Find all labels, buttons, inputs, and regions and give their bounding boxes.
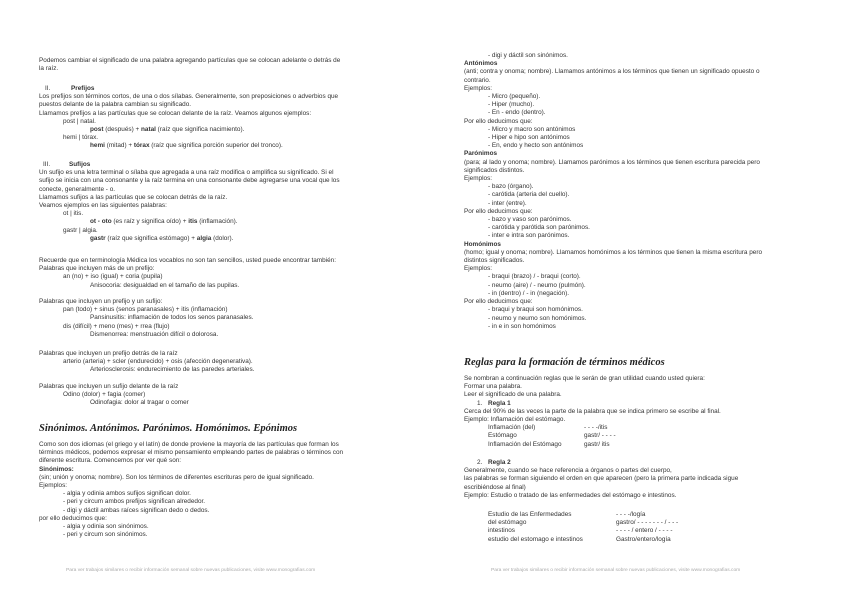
table-cell: Inflamación (del) — [488, 424, 536, 432]
table-cell: Gastro/entero/logía — [616, 535, 671, 543]
text-line: Ejemplo: Inflamación del estómago. — [464, 416, 566, 424]
intro-paragraph — [39, 57, 340, 73]
text-line: Anisocoria: desigualdad en el tamaño de las pupilas. — [90, 281, 240, 289]
text-line: Por ello deducimos que: — [464, 298, 533, 306]
prefijos-section — [39, 85, 338, 151]
text-line: (anti; contra y onoma; nombre). Llamamos antónimos a los términos que tienen un significado opuesto o — [464, 68, 760, 76]
reglas-section — [464, 375, 721, 449]
text-line: Los prefijos son términos cortos, de una o dos sílabas. Generalmente, son preposiciones o adverbios que — [39, 93, 339, 101]
example-explanation — [39, 126, 338, 134]
list-item: - En, endo y hecto son antónimos — [488, 142, 584, 150]
example-split: hemi | tórax. — [63, 134, 99, 142]
table-cell: - - - -/logía — [616, 511, 646, 518]
table-cell: - - - - / entero / - - - - — [616, 527, 673, 535]
text-line: (para; al lado y onoma; nombre). Llamamos parónimos a los términos que tienen escritura parecida pero — [464, 158, 760, 166]
term: hemi — [90, 142, 105, 150]
text-line: Leer el significado de una palabra. — [464, 391, 562, 399]
heading-text: Sinónimos. Antónimos. Parónimos. Homónimos. Epónimos — [39, 423, 298, 434]
rule-number: 2. — [477, 459, 483, 466]
sufijos-section — [39, 161, 340, 243]
term-gloss: (dolor). — [211, 234, 234, 242]
text-line: Ejemplos: — [464, 84, 493, 92]
text-line: Se nombran a continuación reglas que le serán de gran utilidad cuando usted quiera: — [464, 375, 705, 382]
table-row — [488, 527, 678, 535]
list-item: - algia y odinia son sinónimos. — [63, 523, 149, 531]
term-gloss: (después) + — [103, 126, 141, 134]
text-line: por ello deducimos que: — [39, 514, 107, 522]
text-line: Ejemplos: — [464, 175, 493, 183]
text-line: significados distintos. — [464, 166, 525, 174]
text-line: Veamos ejemplos en las siguientes palabras: — [39, 202, 167, 210]
text-line: Cerca del 90% de las veces la parte de la palabra que se indica primero se escribe al final. — [464, 407, 721, 415]
table-cell: gastr/ itis — [584, 440, 610, 448]
table-cell: intestinos — [488, 527, 515, 535]
text-line: Generalmente, cuando se hace referencia a órganos o partes del cuerpo, — [464, 467, 672, 475]
term-gloss: (es raíz y significa oído) + — [111, 218, 189, 226]
text-line: Como son dos idiomas (el griego y el latín) de donde proviene la mayoría de las partículas que forman los — [39, 441, 339, 448]
list-item: - braqui (brazo) / - braqui (corto). — [488, 273, 581, 281]
text-line: diferente escritura. Comencemos por ver qué son: — [39, 457, 182, 465]
term: itis — [188, 218, 198, 226]
page-footer-left: Para ver trabajos similares o recibir información semanal sobre nuevas publicaciones, visite www.monografias.com — [66, 568, 316, 573]
term-gloss: (mitad) + — [104, 142, 134, 150]
list-item: - bazo (órgano). — [488, 183, 534, 191]
text-line: Ejemplos: — [39, 482, 68, 490]
term-gloss: (inflamación). — [197, 218, 238, 226]
text-line: contrario. — [464, 76, 491, 84]
table-cell: del estómago — [488, 519, 527, 527]
text-line: las palabras se forman siguiendo el orden en que aparecen (pero la primera parte indicada sigue — [464, 475, 739, 483]
list-item: - neumo (aire) / - neumo (pulmón). — [488, 281, 586, 289]
table-row — [488, 511, 678, 519]
rule-heading — [464, 400, 721, 408]
example-explanation — [39, 142, 338, 150]
list-item: - carótida (arteria del cuello). — [488, 191, 570, 199]
list-item: - algia y odinia ambos sufijos significan dolor. — [63, 490, 191, 498]
list-item: - digi y dáctil son sinónimos. — [488, 52, 568, 59]
section-number: II. — [45, 85, 51, 92]
subsection-title: Antónimos — [464, 60, 498, 68]
text-line: Formar una palabra. — [464, 383, 522, 391]
text-line: Palabras que incluyen un sufijo delante de la raíz — [39, 383, 179, 390]
table-cell: Estómago — [488, 432, 517, 440]
rule-heading — [464, 459, 738, 467]
text-line: Odino (dolor) + fagia (comer) — [63, 391, 146, 399]
example-split: post | natal. — [63, 117, 96, 125]
table-cell: Inflamación del Estómago — [488, 440, 562, 448]
list-item: - carótida y parótida son parónimos. — [488, 224, 590, 232]
table-row — [464, 441, 721, 449]
table-cell: - - - -/itis — [584, 424, 608, 432]
table-cell: gastro/ - - - - - - - / - - - — [616, 519, 679, 527]
sufijo-delante-paragraph — [39, 383, 189, 408]
rule-title: Regla 1 — [488, 399, 511, 407]
list-item: - Micro y macro son antónimos — [488, 125, 576, 133]
page-footer-right: Para ver trabajos similares o recibir información semanal sobre nuevas publicaciones, visite www.monografias.com — [491, 568, 741, 573]
text-line: escribiéndose al final) — [464, 483, 526, 491]
rule-number: 1. — [477, 399, 483, 407]
recuerde-paragraph — [39, 257, 336, 290]
list-item: - neumo y neumo son homónimos. — [488, 314, 587, 322]
text-line: Por ello deducimos que: — [464, 117, 533, 125]
text-line: an (no) + iso (igual) + coria (pupila) — [63, 273, 163, 281]
example-explanation — [39, 218, 340, 226]
term: ot - oto — [90, 218, 112, 226]
list-item: - in (dentro) / - in (negación). — [488, 289, 569, 297]
section-heading — [39, 161, 340, 169]
list-item: - Hiper e hipo son antónimos — [488, 134, 570, 142]
prefijo-detras-paragraph — [39, 350, 254, 375]
subsection-title: Homónimos — [464, 240, 501, 248]
table-row — [464, 424, 721, 432]
sinonimos-paragraph — [39, 441, 343, 539]
subsection-title: Sinónimos: — [39, 465, 74, 473]
heading-text: Reglas para la formación de términos médicos — [464, 357, 665, 368]
example-split: ot | itis. — [63, 210, 84, 218]
example-split: gastr | algia. — [63, 226, 98, 234]
regla2-section — [464, 459, 738, 500]
text-line: Ejemplo: Estudio o tratado de las enfermedades del estómago e intestinos. — [464, 491, 677, 499]
table-row — [488, 536, 678, 544]
section-heading-sinonimos — [39, 423, 297, 435]
table-row — [488, 519, 678, 527]
section-heading — [39, 85, 338, 93]
term-gloss: (raíz que significa porción superior del tronco). — [149, 142, 283, 150]
list-item: - braqui y braqui son homónimos. — [488, 306, 583, 314]
example-explanation — [39, 235, 340, 243]
table-row — [464, 432, 721, 440]
term: gastr — [90, 234, 106, 242]
table-cell: Estudio de las Enfermedades — [488, 511, 572, 518]
subsection-title: Parónimos — [464, 150, 498, 158]
list-item: - Hiper (mucho). — [488, 101, 535, 109]
section-heading-reglas — [464, 357, 665, 369]
term: tórax — [133, 142, 150, 150]
text-line: arterio (arteria) + scler (endurecido) + osis (afección degenerativa). — [63, 358, 253, 366]
section-title: Prefijos — [71, 85, 95, 92]
antonimos-section — [464, 52, 762, 331]
list-item: - in e in son homónimos — [488, 322, 556, 330]
text-line: puestos delante de la palabra cambian su significado. — [39, 101, 192, 109]
list-item: - En - endo (dentro). — [488, 109, 546, 117]
text-line: (sin; unión y onoma; nombre). Son los términos de diferentes escrituras pero de igual significado. — [39, 473, 314, 481]
text-line: Dismenorrea: menstruación difícil o dolorosa. — [90, 330, 219, 338]
list-item: - Micro (pequeño). — [488, 93, 541, 101]
text-line: la raíz. — [39, 65, 59, 73]
text-line: Pansinusitis: inflamación de todos los senos paranasales. — [90, 314, 254, 322]
text-line: conecte, generalmente - o. — [39, 185, 116, 193]
table-cell: estudio del estomago e intestinos — [488, 535, 583, 543]
term-gloss: (raíz que significa nacimiento). — [155, 126, 245, 134]
text-line: Por ello deducimos que: — [464, 207, 533, 215]
text-line: pan (todo) + sinus (senos paranasales) + itis (inflamación) — [63, 306, 228, 314]
text-line: Palabras que incluyen más de un prefijo: — [39, 265, 155, 273]
text-line: Arteriosclerosis: endurecimiento de las paredes arteriales. — [90, 366, 255, 374]
text-line: sufijo se inicia con una consonante y la raíz termina en una consonante debe agregarse una vocal que los — [39, 177, 340, 185]
text-line: Palabras que incluyen un prefijo y un sufijo: — [39, 298, 163, 305]
section-title: Sufijos — [69, 161, 91, 168]
text-line: Llamamos prefijos a las partículas que se colocan delante de la raíz. Veamos algunos ejemplos: — [39, 109, 312, 117]
text-line: Palabras que incluyen un prefijo detrás de la raíz — [39, 350, 178, 357]
text-line: Recuerde que en terminología Médica los vocablos no son tan sencillos, usted puede encontrar también: — [39, 257, 336, 264]
list-item: - peri y circum ambos prefijos significan alrededor. — [63, 498, 206, 506]
list-item: - bazo y vaso son parónimos. — [488, 216, 572, 224]
term: algia — [196, 234, 212, 242]
rule-title: Regla 2 — [488, 459, 511, 466]
table-cell: gastr/ - - - - — [584, 432, 616, 440]
text-line: Un sufijo es una letra terminal o sílaba que agregada a una raíz modifica o amplifica su significado. Si el — [39, 169, 334, 177]
text-line: Podemos cambiar el significado de una palabra agregando partículas que se colocan adelante o detrás de — [39, 57, 341, 64]
section-number: III. — [43, 161, 51, 168]
term: post — [90, 126, 104, 134]
text-line: Ejemplos: — [464, 265, 493, 273]
text-line: distintos significados. — [464, 257, 525, 265]
list-item: - inter e intra son parónimos. — [488, 232, 570, 240]
text-line: Llamamos sufijos a las partículas que se colocan detrás de la raíz. — [39, 193, 228, 201]
list-item: - inter (entre). — [488, 199, 527, 207]
list-item: - digi y dáctil ambas raíces significan dedo o dedos. — [63, 506, 210, 514]
text-line: dis (difícil) + meno (mes) + rrea (flujo) — [63, 322, 170, 330]
text-line: términos médicos, podemos expresar el mismo pensamiento empleando partes de palabras o términos con — [39, 449, 344, 457]
term: natal — [140, 126, 156, 134]
regla2-table — [488, 511, 678, 544]
prefijo-sufijo-paragraph — [39, 298, 253, 339]
list-item: - peri y circum son sinónimos. — [63, 531, 148, 539]
term-gloss: (raíz que significa estómago) + — [105, 234, 197, 242]
text-line: Odinofagia: dolor al tragar o comer — [90, 399, 189, 407]
text-line: (homo; igual y onoma; nombre). Llamamos homónimos a los términos que tienen la misma escritura pero — [464, 248, 763, 256]
